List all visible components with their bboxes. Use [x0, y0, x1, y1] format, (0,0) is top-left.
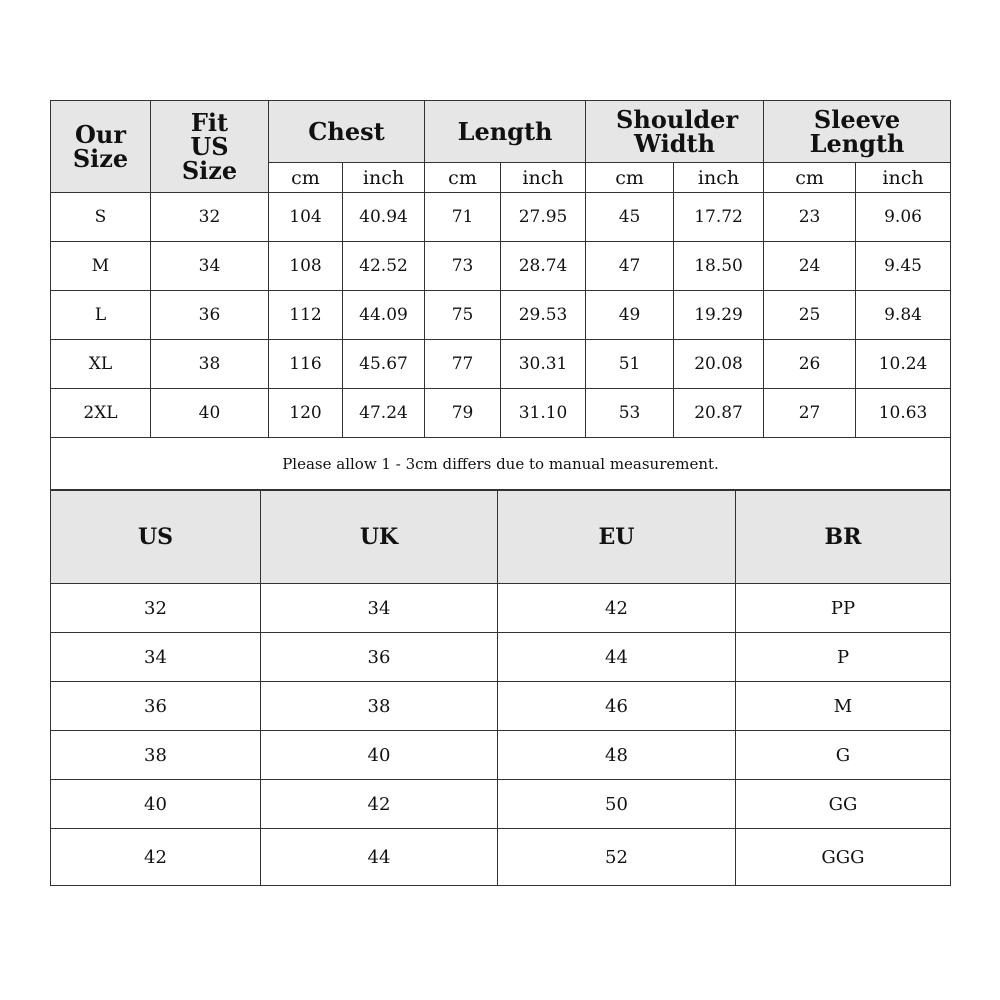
size-cell: 29.53 — [501, 291, 586, 340]
size-cell: 9.84 — [856, 291, 951, 340]
size-cell: 116 — [269, 340, 343, 389]
header-sleeve-length: Sleeve Length — [764, 101, 951, 163]
size-cell: 20.87 — [674, 389, 764, 438]
size-cell: 34 — [151, 242, 269, 291]
header-uk: UK — [261, 491, 498, 584]
size-cell: M — [51, 242, 151, 291]
conversion-cell: 42 — [498, 584, 736, 633]
size-cell: 31.10 — [501, 389, 586, 438]
size-cell: 73 — [425, 242, 501, 291]
header-fit-us-size: Fit US Size — [151, 101, 269, 193]
size-cell: 40.94 — [343, 193, 425, 242]
size-cell: 18.50 — [674, 242, 764, 291]
size-cell: 25 — [764, 291, 856, 340]
size-cell: 79 — [425, 389, 501, 438]
size-cell: 45 — [586, 193, 674, 242]
header-chest: Chest — [269, 101, 425, 163]
header-eu: EU — [498, 491, 736, 584]
size-cell: 77 — [425, 340, 501, 389]
size-cell: 27.95 — [501, 193, 586, 242]
size-cell: 9.45 — [856, 242, 951, 291]
conversion-cell: 42 — [51, 829, 261, 886]
conversion-cell: 40 — [51, 780, 261, 829]
size-cell: 10.24 — [856, 340, 951, 389]
table-row — [51, 731, 951, 780]
conversion-cell: 34 — [51, 633, 261, 682]
conversion-cell: 38 — [261, 682, 498, 731]
conversion-cell: PP — [736, 584, 951, 633]
conversion-cell: 32 — [51, 584, 261, 633]
size-cell: 104 — [269, 193, 343, 242]
unit-cell: inch — [674, 163, 764, 193]
conversion-cell: 48 — [498, 731, 736, 780]
size-conversion-table — [50, 490, 951, 886]
unit-cell: inch — [856, 163, 951, 193]
size-cell: 108 — [269, 242, 343, 291]
conversion-cell: G — [736, 731, 951, 780]
table-row — [51, 829, 951, 886]
measurement-note: Please allow 1 - 3cm differs due to manual measurement. — [51, 438, 951, 490]
unit-cell: cm — [425, 163, 501, 193]
table-row — [51, 633, 951, 682]
size-cell: S — [51, 193, 151, 242]
conversion-cell: 38 — [51, 731, 261, 780]
header-shoulder-width: Shoulder Width — [586, 101, 764, 163]
size-cell: 47.24 — [343, 389, 425, 438]
size-cell: 36 — [151, 291, 269, 340]
table-row — [51, 193, 951, 242]
size-cell: 32 — [151, 193, 269, 242]
size-cell: 19.29 — [674, 291, 764, 340]
conversion-cell: GGG — [736, 829, 951, 886]
table-row — [51, 780, 951, 829]
size-cell: 71 — [425, 193, 501, 242]
size-cell: 30.31 — [501, 340, 586, 389]
size-cell: 51 — [586, 340, 674, 389]
conversion-cell: 44 — [498, 633, 736, 682]
size-cell: 47 — [586, 242, 674, 291]
size-cell: 10.63 — [856, 389, 951, 438]
size-cell: 24 — [764, 242, 856, 291]
size-cell: 42.52 — [343, 242, 425, 291]
conversion-cell: 40 — [261, 731, 498, 780]
size-cell: 23 — [764, 193, 856, 242]
size-cell: 44.09 — [343, 291, 425, 340]
conversion-cell: 52 — [498, 829, 736, 886]
table-row — [51, 389, 951, 438]
size-cell: 112 — [269, 291, 343, 340]
size-cell: 9.06 — [856, 193, 951, 242]
conversion-cell: 36 — [51, 682, 261, 731]
table-row — [51, 242, 951, 291]
conversion-cell: 46 — [498, 682, 736, 731]
conversion-cell: 42 — [261, 780, 498, 829]
note-row — [51, 438, 951, 490]
conversion-cell: 34 — [261, 584, 498, 633]
table-row — [51, 291, 951, 340]
header-br: BR — [736, 491, 951, 584]
unit-cell: inch — [343, 163, 425, 193]
conversion-cell: 44 — [261, 829, 498, 886]
unit-cell: cm — [586, 163, 674, 193]
size-cell: 17.72 — [674, 193, 764, 242]
table-row — [51, 584, 951, 633]
unit-cell: inch — [501, 163, 586, 193]
conversion-cell: 50 — [498, 780, 736, 829]
size-cell: 75 — [425, 291, 501, 340]
size-chart-table — [50, 100, 951, 490]
size-cell: 40 — [151, 389, 269, 438]
size-cell: L — [51, 291, 151, 340]
size-cell: 49 — [586, 291, 674, 340]
size-cell: 26 — [764, 340, 856, 389]
size-cell: 120 — [269, 389, 343, 438]
conversion-cell: M — [736, 682, 951, 731]
header-us: US — [51, 491, 261, 584]
size-cell: 28.74 — [501, 242, 586, 291]
size-cell: 45.67 — [343, 340, 425, 389]
size-cell: 38 — [151, 340, 269, 389]
header-length: Length — [425, 101, 586, 163]
table-row — [51, 340, 951, 389]
size-cell: 53 — [586, 389, 674, 438]
unit-cell: cm — [764, 163, 856, 193]
unit-cell: cm — [269, 163, 343, 193]
size-cell: 27 — [764, 389, 856, 438]
size-cell: XL — [51, 340, 151, 389]
conversion-cell: 36 — [261, 633, 498, 682]
conversion-cell: GG — [736, 780, 951, 829]
size-cell: 20.08 — [674, 340, 764, 389]
table-row — [51, 682, 951, 731]
header-our-size: Our Size — [51, 101, 151, 193]
size-cell: 2XL — [51, 389, 151, 438]
conversion-cell: P — [736, 633, 951, 682]
